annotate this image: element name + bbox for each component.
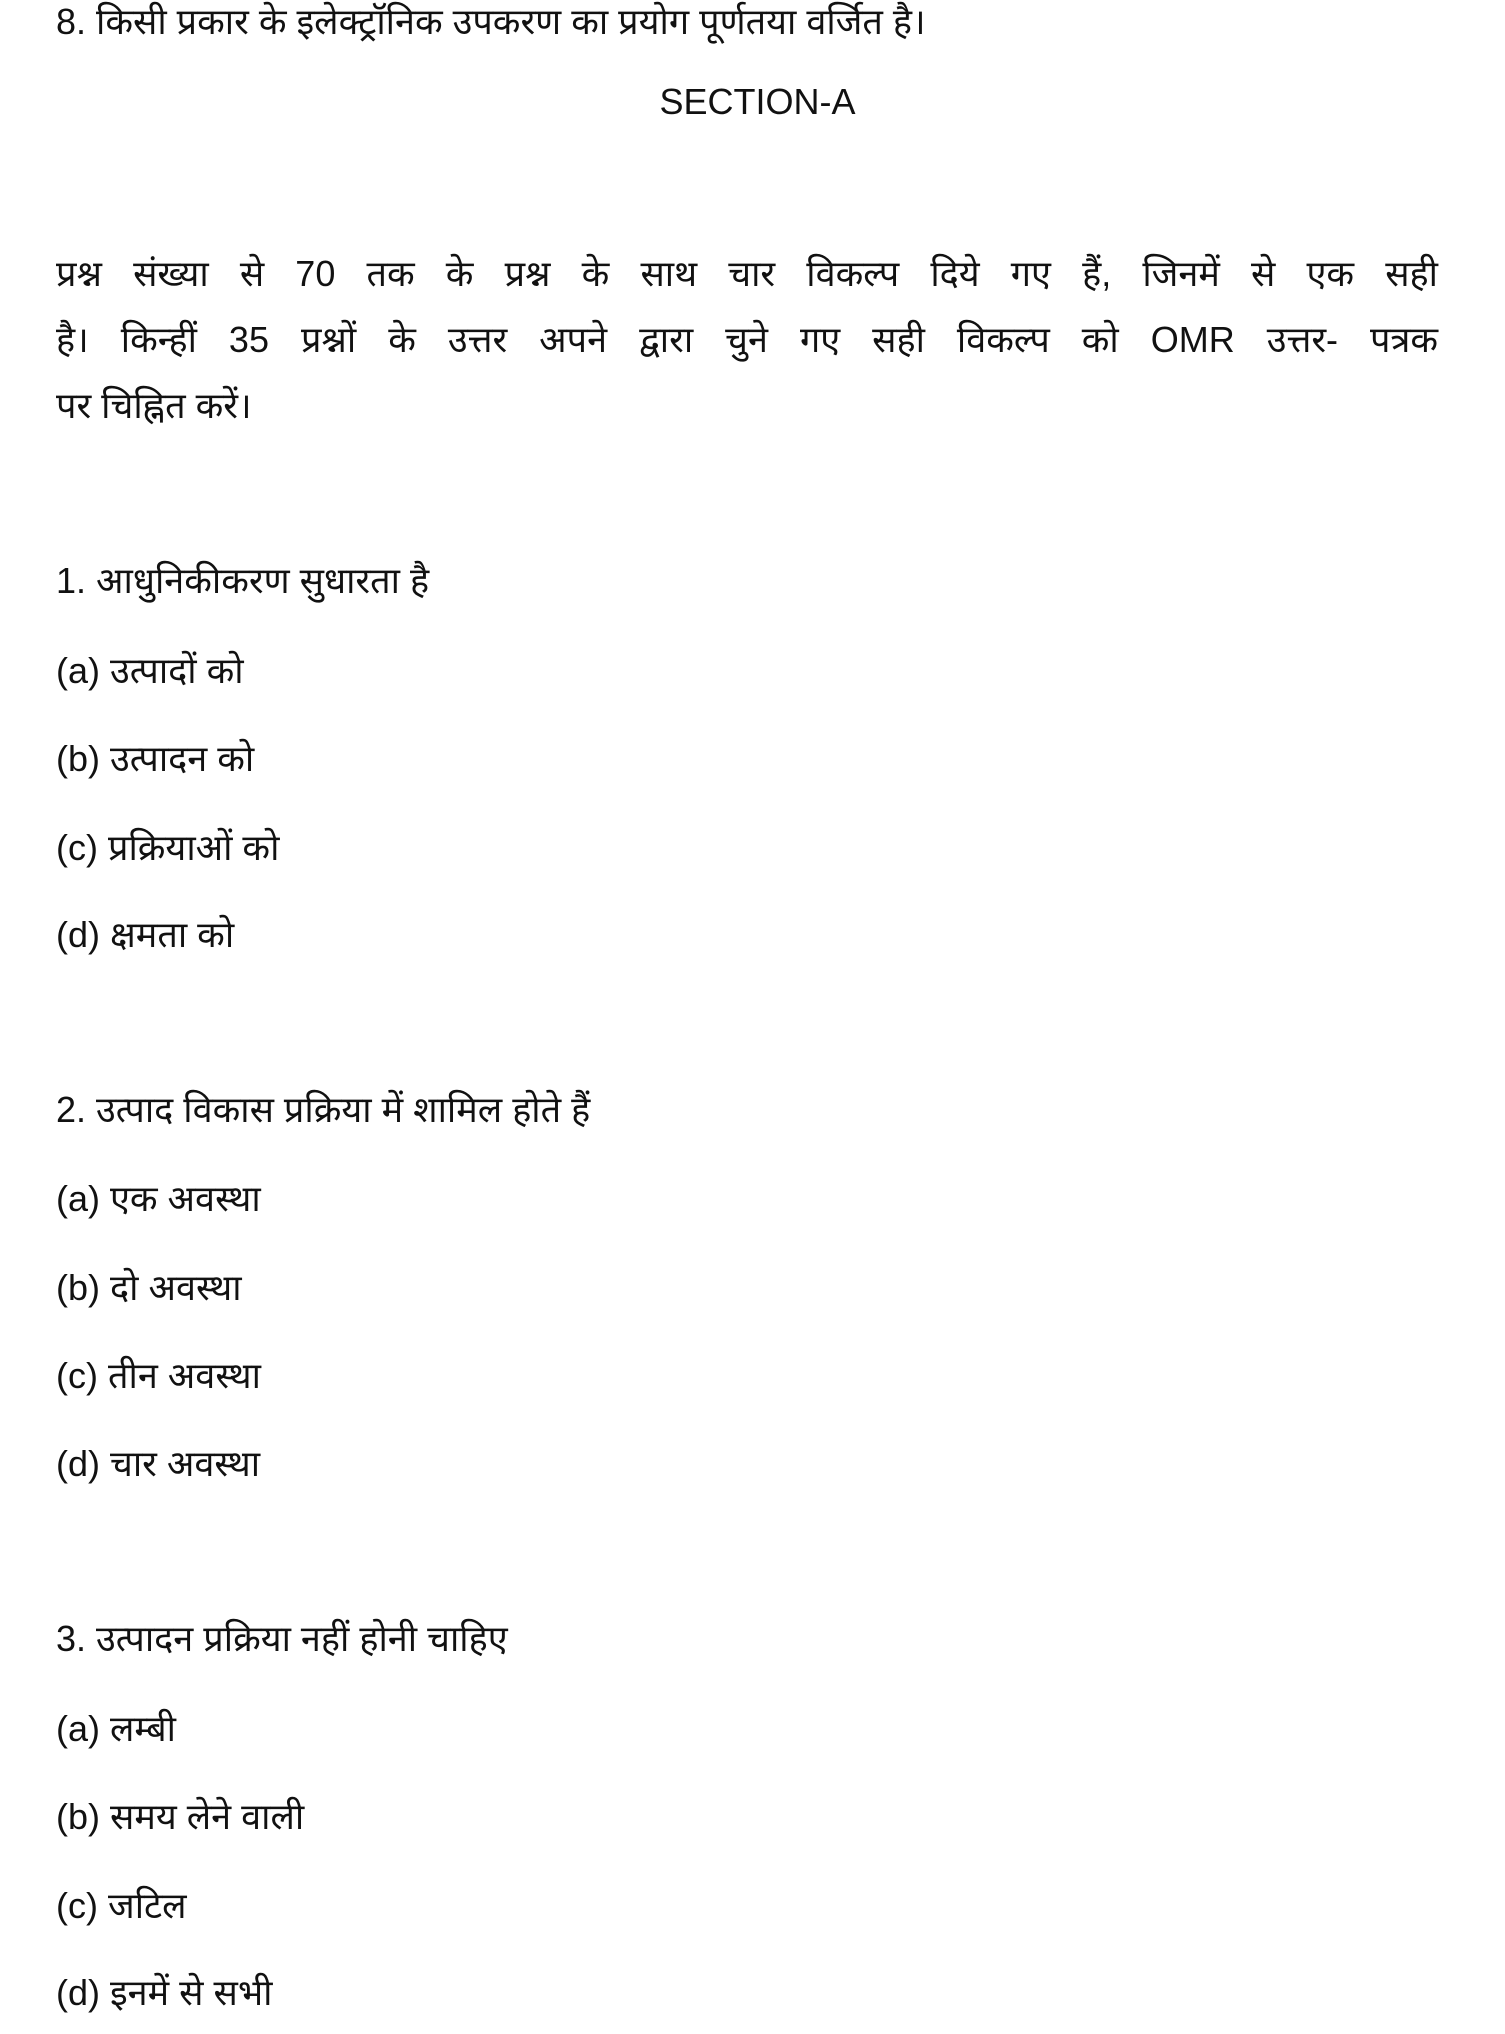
option-a: (a) लम्बी (56, 1708, 176, 1749)
option-c: (c) तीन अवस्था (56, 1355, 261, 1396)
instruction-line: है। किन्हीं 35 प्रश्नों के उत्तर अपने द्वारा चुने गए सही विकल्प को OMR उत्तर- पत्रक (56, 319, 1438, 360)
option-d: (d) क्षमता को (56, 914, 235, 955)
section-title: SECTION-A (659, 81, 856, 122)
option-b: (b) दो अवस्था (56, 1267, 242, 1308)
option-b: (b) समय लेने वाली (56, 1796, 305, 1837)
question-text: 1. आधुनिकीकरण सुधारता है (56, 560, 430, 601)
question-text: 2. उत्पाद विकास प्रक्रिया में शामिल होते हैं (56, 1089, 591, 1130)
option-a: (a) एक अवस्था (56, 1178, 261, 1219)
option-c: (c) प्रक्रियाओं को (56, 827, 280, 868)
instruction-line: पर चिह्नित करें। (56, 385, 252, 426)
option-a: (a) उत्पादों को (56, 650, 244, 691)
question-text: 3. उत्पादन प्रक्रिया नहीं होनी चाहिए (56, 1618, 508, 1659)
instruction-8: 8. किसी प्रकार के इलेक्ट्रॉनिक उपकरण का प्रयोग पूर्णतया वर्जित है। (56, 1, 926, 42)
option-c: (c) जटिल (56, 1885, 187, 1926)
option-b: (b) उत्पादन को (56, 738, 255, 779)
instruction-line: प्रश्न संख्या से 70 तक के प्रश्न के साथ चार विकल्प दिये गए हैं, जिनमें से एक सही (56, 253, 1438, 294)
option-d: (d) इनमें से सभी (56, 1972, 273, 2013)
option-d: (d) चार अवस्था (56, 1443, 261, 1484)
